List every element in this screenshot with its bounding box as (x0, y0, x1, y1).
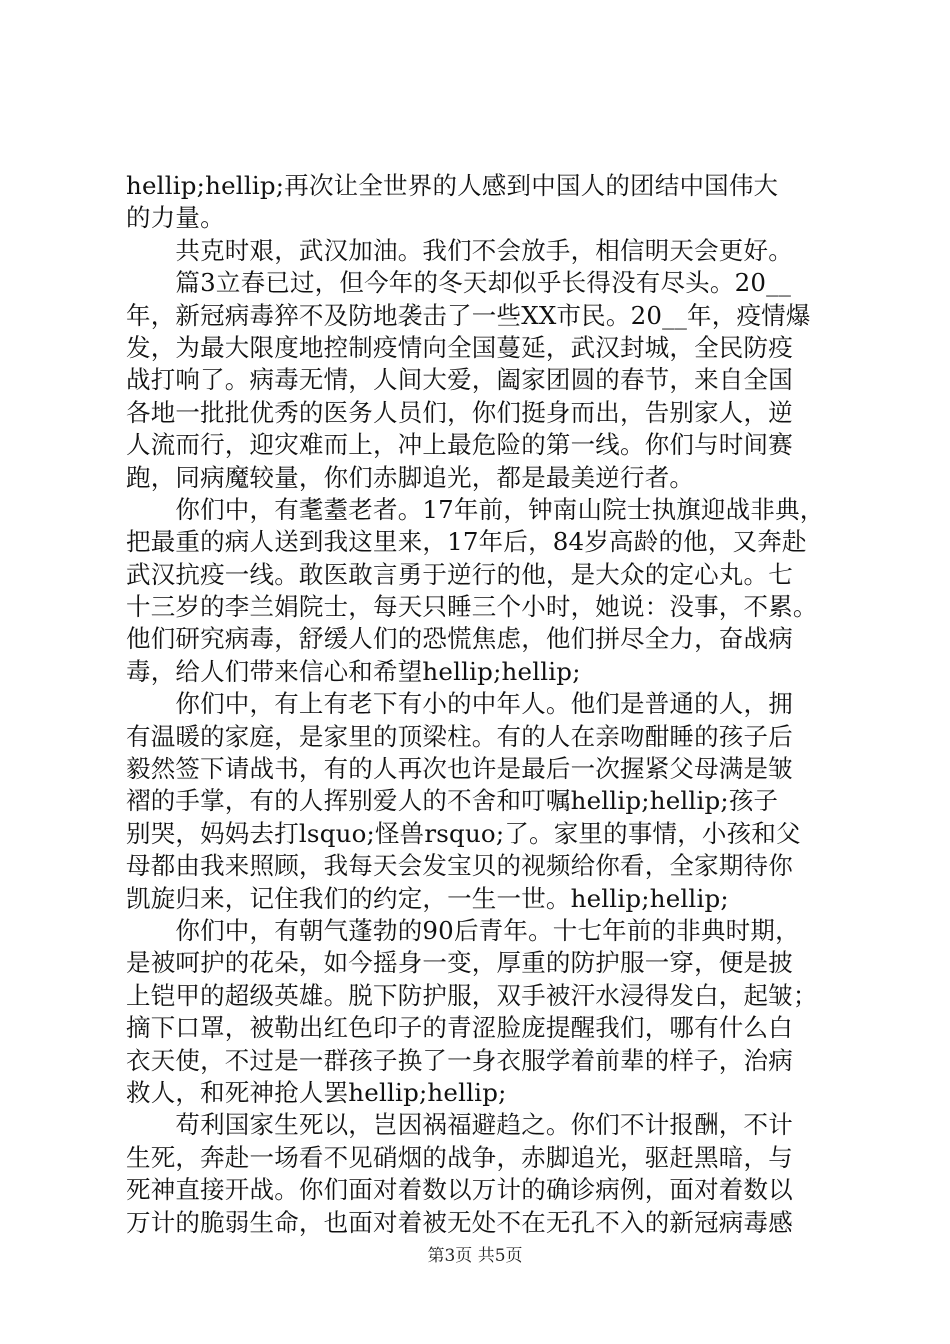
text-line: 年，新冠病毒猝不及防地袭击了一些XX市民。20__年，疫情爆 (126, 300, 811, 330)
body-text (126, 170, 846, 1239)
page-footer: 第3页 共5页 (427, 1246, 523, 1266)
text-line: 生死，奔赴一场看不见硝烟的战争，赤脚追光，驱赶黑暗，与 (126, 1142, 793, 1172)
text-line: 武汉抗疫一线。敢医敢言勇于逆行的他，是大众的定心丸。七 (126, 559, 793, 589)
text-line: 跑，同病魔较量，你们赤脚追光，都是最美逆行者。 (126, 462, 695, 492)
text-line: 的力量。 (126, 203, 225, 233)
text-line: 有温暖的家庭，是家里的顶梁柱。有的人在亲吻酣睡的孩子后 (126, 721, 793, 751)
text-line: 把最重的病人送到我这里来，17年后，84岁高龄的他，又奔赴 (126, 527, 807, 557)
text-line: 人流而行，迎灾难而上，冲上最危险的第一线。你们与时间赛 (126, 430, 793, 460)
text-line: 死神直接开战。你们面对着数以万计的确诊病例，面对着数以 (126, 1175, 793, 1205)
text-line: 十三岁的李兰娟院士，每天只睡三个小时，她说：没事，不累。 (126, 592, 818, 622)
text-line: 你们中，有朝气蓬勃的90后青年。十七年前的非典时期， (126, 915, 800, 945)
text-line: 战打响了。病毒无情，人间大爱，阖家团圆的春节，来自全国 (126, 365, 793, 395)
text-line: 你们中，有上有老下有小的中年人。他们是普通的人，拥 (126, 689, 793, 719)
text-line: 褶的手掌，有的人挥别爱人的不舍和叮嘱hellip;hellip;孩子 (126, 786, 779, 816)
text-line: 救人，和死神抢人罢hellip;hellip; (126, 1077, 507, 1107)
text-line: 万计的脆弱生命，也面对着被无处不在无孔不入的新冠病毒感 (126, 1207, 793, 1237)
text-line: 发，为最大限度地控制疫情向全国蔓延，武汉封城，全民防疫 (126, 332, 793, 362)
text-line: 上铠甲的超级英雄。脱下防护服，双手被汗水浸得发白，起皱； (126, 980, 818, 1010)
text-line: 篇3立春已过，但今年的冬天却似乎长得没有尽头。20__ (126, 268, 792, 298)
text-line: 苟利国家生死以，岂因祸福避趋之。你们不计报酬，不计 (126, 1110, 793, 1140)
text-line: 各地一批批优秀的医务人员们，你们挺身而出，告别家人，逆 (126, 397, 793, 427)
text-line: 凯旋归来，记住我们的约定，一生一世。hellip;hellip; (126, 883, 729, 913)
text-line: 共克时艰，武汉加油。我们不会放手，相信明天会更好。 (126, 235, 793, 265)
text-line: 他们研究病毒，舒缓人们的恐慌焦虑，他们拼尽全力，奋战病 (126, 624, 793, 654)
text-line: 是被呵护的花朵，如今摇身一变，厚重的防护服一穿，便是披 (126, 948, 793, 978)
text-line: 衣天使，不过是一群孩子换了一身衣服学着前辈的样子，治病 (126, 1045, 793, 1075)
text-line: hellip;hellip;再次让全世界的人感到中国人的团结中国伟大 (126, 171, 779, 200)
text-line: 毅然签下请战书，有的人再次也许是最后一次握紧父母满是皱 (126, 754, 793, 784)
text-line: 母都由我来照顾，我每天会发宝贝的视频给你看，全家期待你 (126, 851, 793, 881)
text-line: 别哭，妈妈去打lsquo;怪兽rsquo;了。家里的事情，小孩和父 (126, 818, 801, 848)
text-line: 你们中，有耄耋老者。17年前，钟南山院士执旗迎战非典， (126, 494, 825, 524)
text-line: 摘下口罩，被勒出红色印子的青涩脸庞提醒我们，哪有什么白 (126, 1013, 793, 1043)
text-line: 毒，给人们带来信心和希望hellip;hellip; (126, 656, 581, 686)
